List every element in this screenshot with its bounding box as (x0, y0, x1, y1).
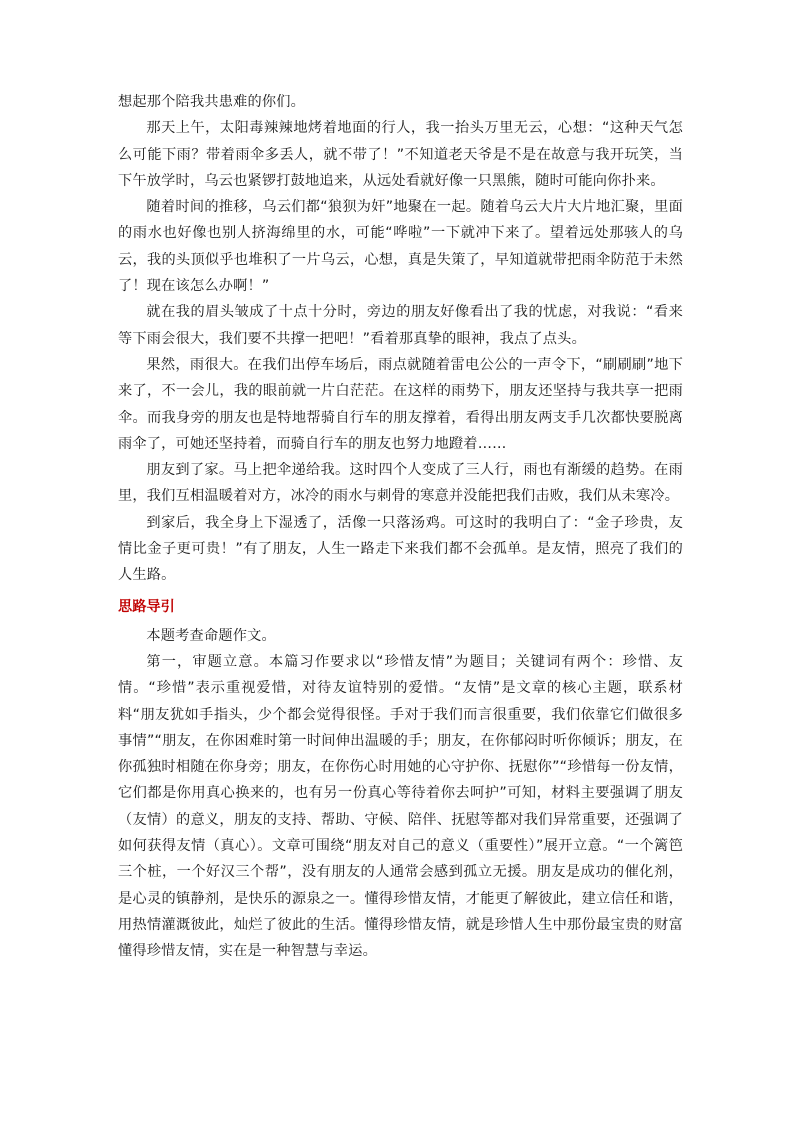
essay-paragraph-6: 到家后，我全身上下湿透了，活像一只落汤鸡。可这时的我明白了：“金子珍贵，友情比金子更可贵！”有了朋友，人生一路走下来我们都不会孤单。是友情，照亮了我们的人生路。 (118, 514, 683, 584)
guide-intro: 本题考查命题作文。 (146, 627, 276, 644)
essay-paragraph-0: 想起那个陪我共患难的你们。 (118, 94, 306, 110)
essay-paragraph-4: 果然，雨很大。在我们出停车场后，雨点就随着雷电公公的一声令下，“刷刷刷”地下来了，不一会儿，我的眼前就一片白茫茫。在这样的雨势下，朋友还坚持与我共享一把雨伞。而我身旁的朋友也是特地帮骑自行车的朋友撑着，看得出朋友两支手几次都快要脱离雨伞了，可她还坚持着，而骑自行车的朋友也努力地蹬着…… (118, 356, 683, 452)
essay-paragraph-1: 那天上午，太阳毒辣辣地烤着地面的行人，我一抬头万里无云，心想：“这种天气怎么可能下雨？带着雨伞多丢人，就不带了！”不知道老天爷是不是在故意与我开玩笑，当下午放学时，乌云也紧锣打鼓地追来，从远处看就好像一只黑熊，随时可能向你扑来。 (118, 120, 683, 189)
guide-heading: 思路导引 (118, 598, 175, 615)
essay-paragraph-2: 随着时间的推移，乌云们都“狼狈为奸”地聚在一起。随着乌云大片大片地汇聚，里面的雨水也好像也别人挤海绵里的水，可能“哗啦”一下就冲下来了。望着远处那骇人的乌云，我的头顶似乎也堆积了一片乌云，心想，真是失策了，早知道就带把雨伞防范于未然了！现在该怎么办啊！” (118, 199, 683, 295)
document-page (118, 89, 683, 965)
essay-paragraph-3: 就在我的眉头皱成了十点十分时，旁边的朋友好像看出了我的忧虑，对我说：“看来等下雨会很大，我们要不共撑一把吧！”看着那真挚的眼神，我点了点头。 (118, 304, 683, 347)
essay-paragraph-5: 朋友到了家。马上把伞递给我。这时四个人变成了三人行，雨也有渐缓的趋势。在雨里，我们互相温暖着对方，冰冷的雨水与刺骨的寒意并没能把我们击败，我们从未寒冷。 (118, 462, 683, 505)
guide-analysis: 第一，审题立意。本篇习作要求以“珍惜友情”为题目；关键词有两个：珍惜、友情。“珍惜”表示重视爱惜，对待友谊特别的爱惜。“友情”是文章的核心主题，联系材料“朋友犹如手指头，少个都会觉得很怪。手对于我们而言很重要，我们依靠它们做很多事情”“朋友，在你困难时第一时间伸出温暖的手；朋友，在你郁闷时听你倾诉；朋友，在你孤独时相随在你身旁；朋友，在你伤心时用她的心守护你、抚慰你”“珍惜每一份友情，它们都是你用真心换来的，也有另一份真心等待着你去呵护”可知，材料主要强调了朋友（友情）的意义，朋友的支持、帮助、守候、陪伴、抚慰等都对我们异常重要，还强调了如何获得友情（真心）。文章可围绕“朋友对自己的意义（重要性）”展开立意。“一个篱笆三个桩，一个好汉三个帮”，没有朋友的人通常会感到孤立无援。朋友是成功的催化剂，是心灵的镇静剂，是快乐的源泉之一。懂得珍惜友情，才能更了解彼此，建立信任和谐，用热情灌溉彼此，灿烂了彼此的生活。懂得珍惜友情，就是珍惜人生中那份最宝贵的财富 懂得珍惜友情，实在是一种智慧与幸运。 (118, 653, 683, 960)
